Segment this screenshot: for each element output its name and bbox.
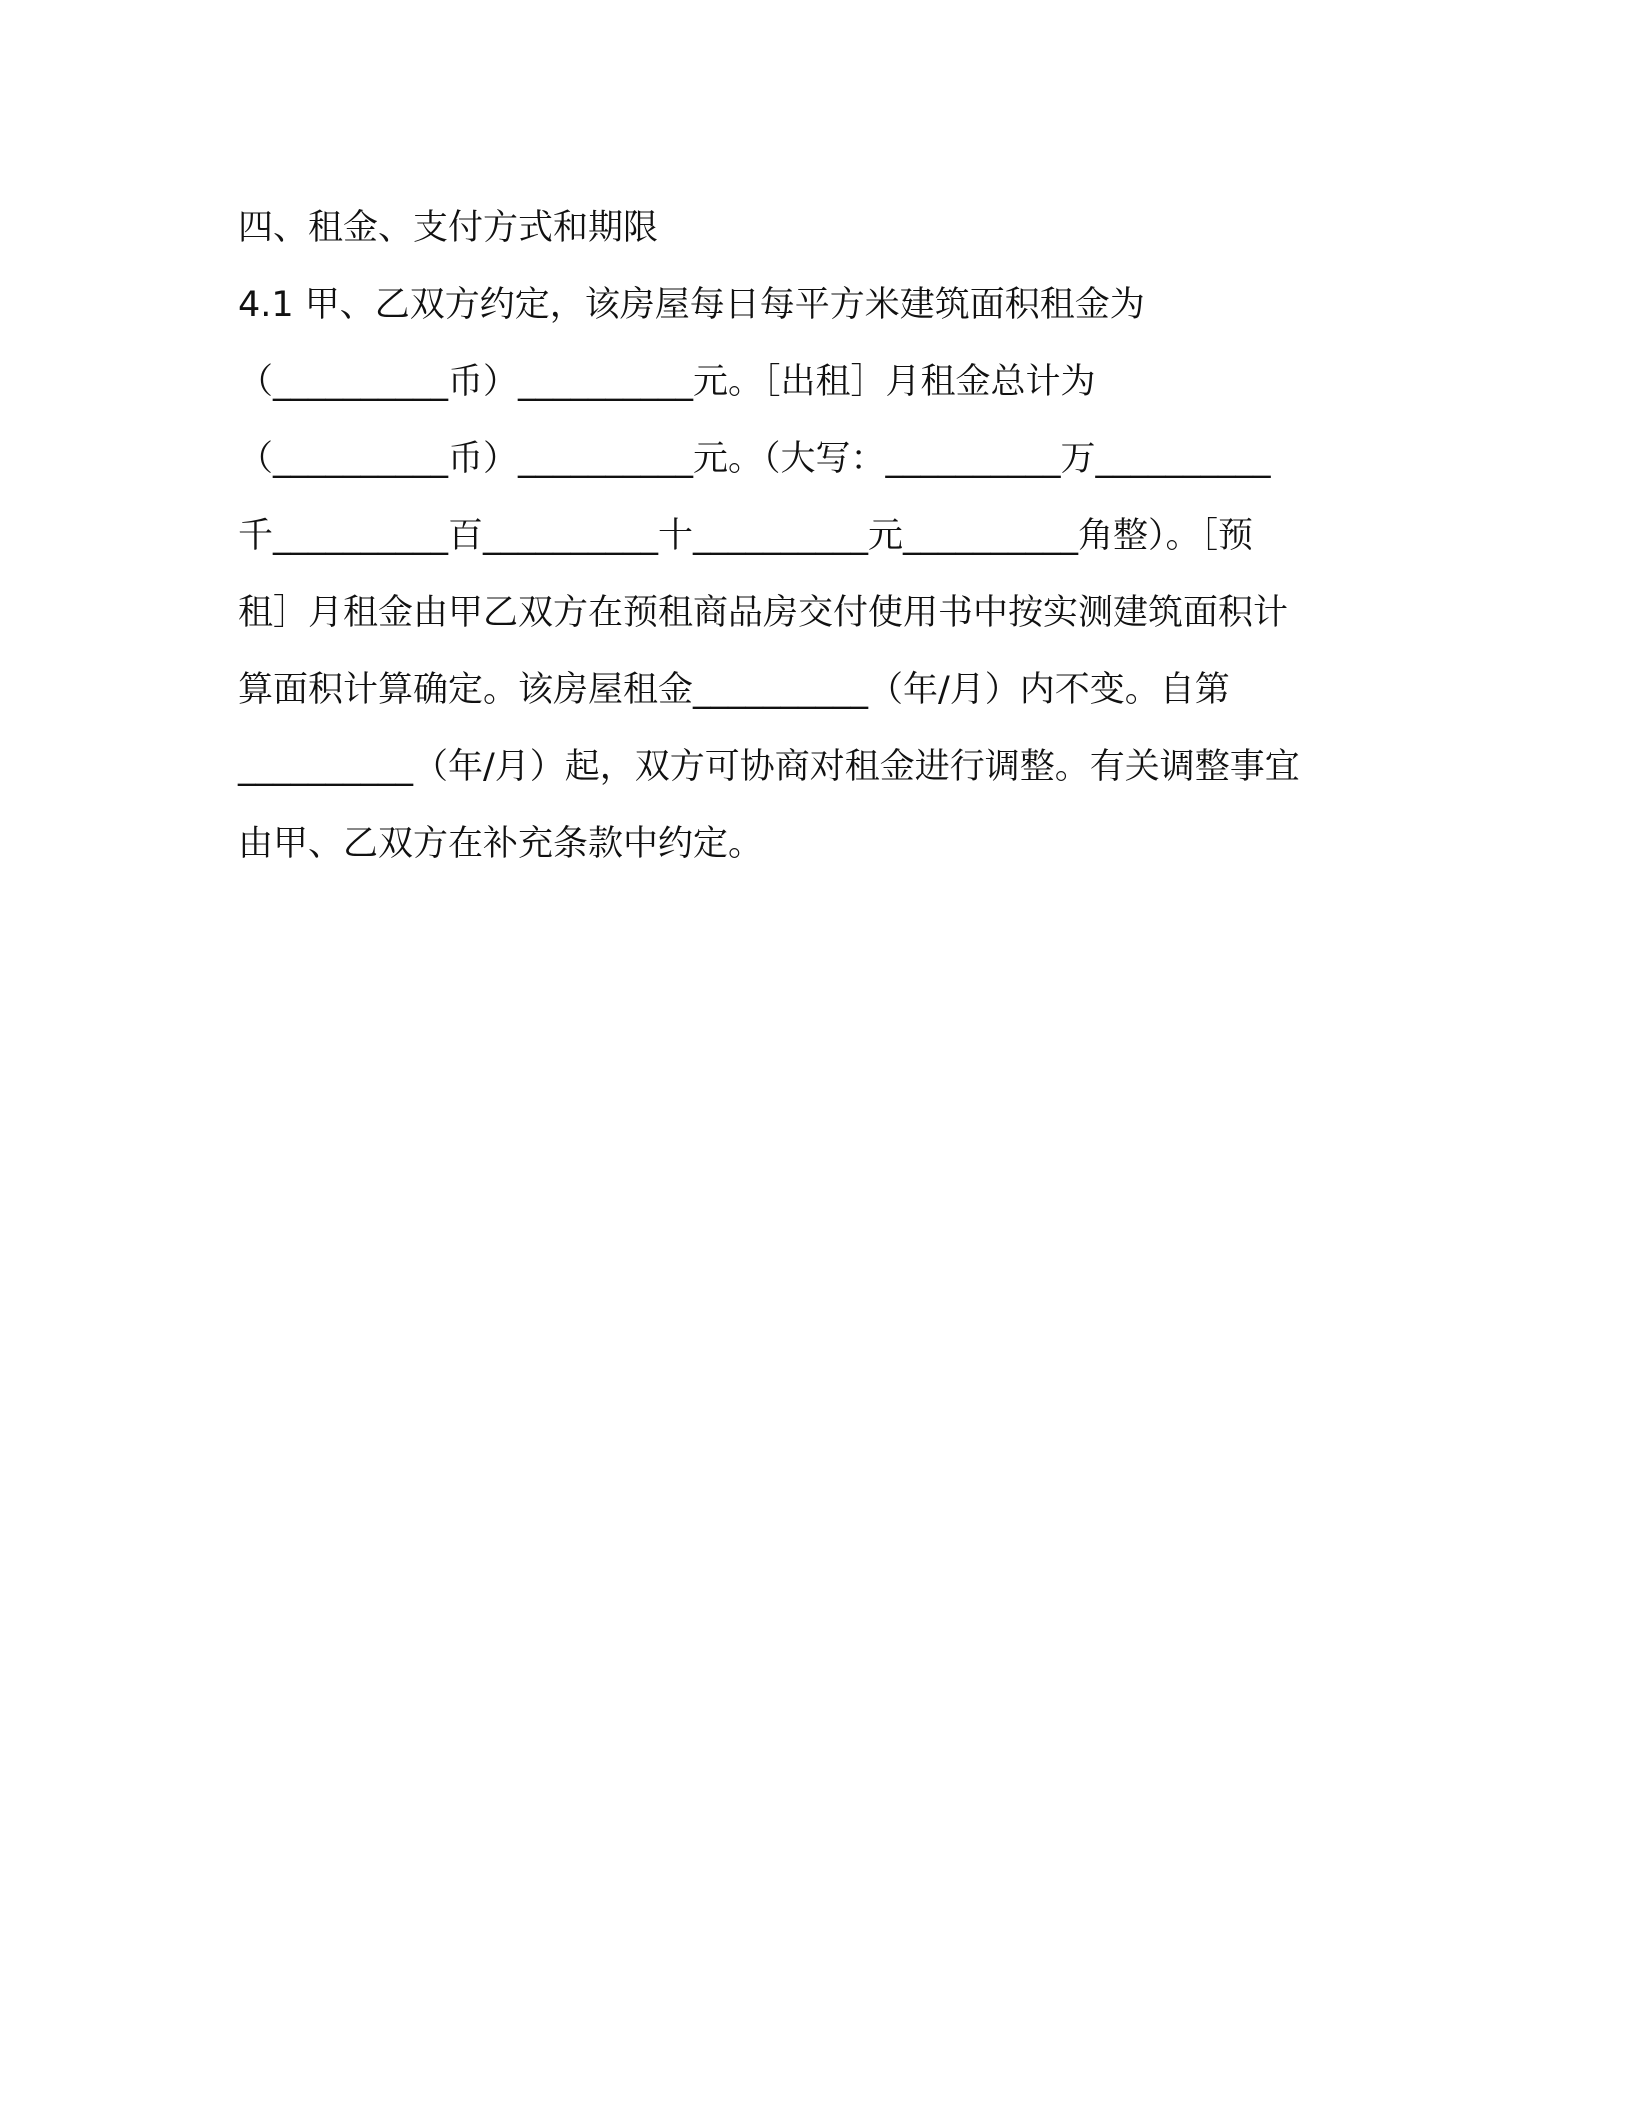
paragraph-line: 4.1 甲、乙双方约定，该房屋每日每平方米建筑面积租金为 [238,285,1145,325]
section-heading: 四、租金、支付方式和期限 [238,208,659,248]
paragraph-line: 算面积计算确定。该房屋租金__________（年/月）内不变。自第 [238,670,1230,710]
paragraph-line: 由甲、乙双方在补充条款中约定。 [238,824,764,864]
paragraph-line: 千__________百__________十__________元__________角整）。［预 [238,516,1254,556]
paragraph-line: __________（年/月）起，双方可协商对租金进行调整。有关调整事宜 [238,747,1300,787]
paragraph-line: （__________币）__________元。［出租］月租金总计为 [238,362,1096,402]
paragraph-line: 租］月租金由甲乙双方在预租商品房交付使用书中按实测建筑面积计 [238,593,1289,633]
paragraph-line: （__________币）__________元。（大写：__________万__________ [238,439,1271,479]
document-content [238,190,1398,883]
